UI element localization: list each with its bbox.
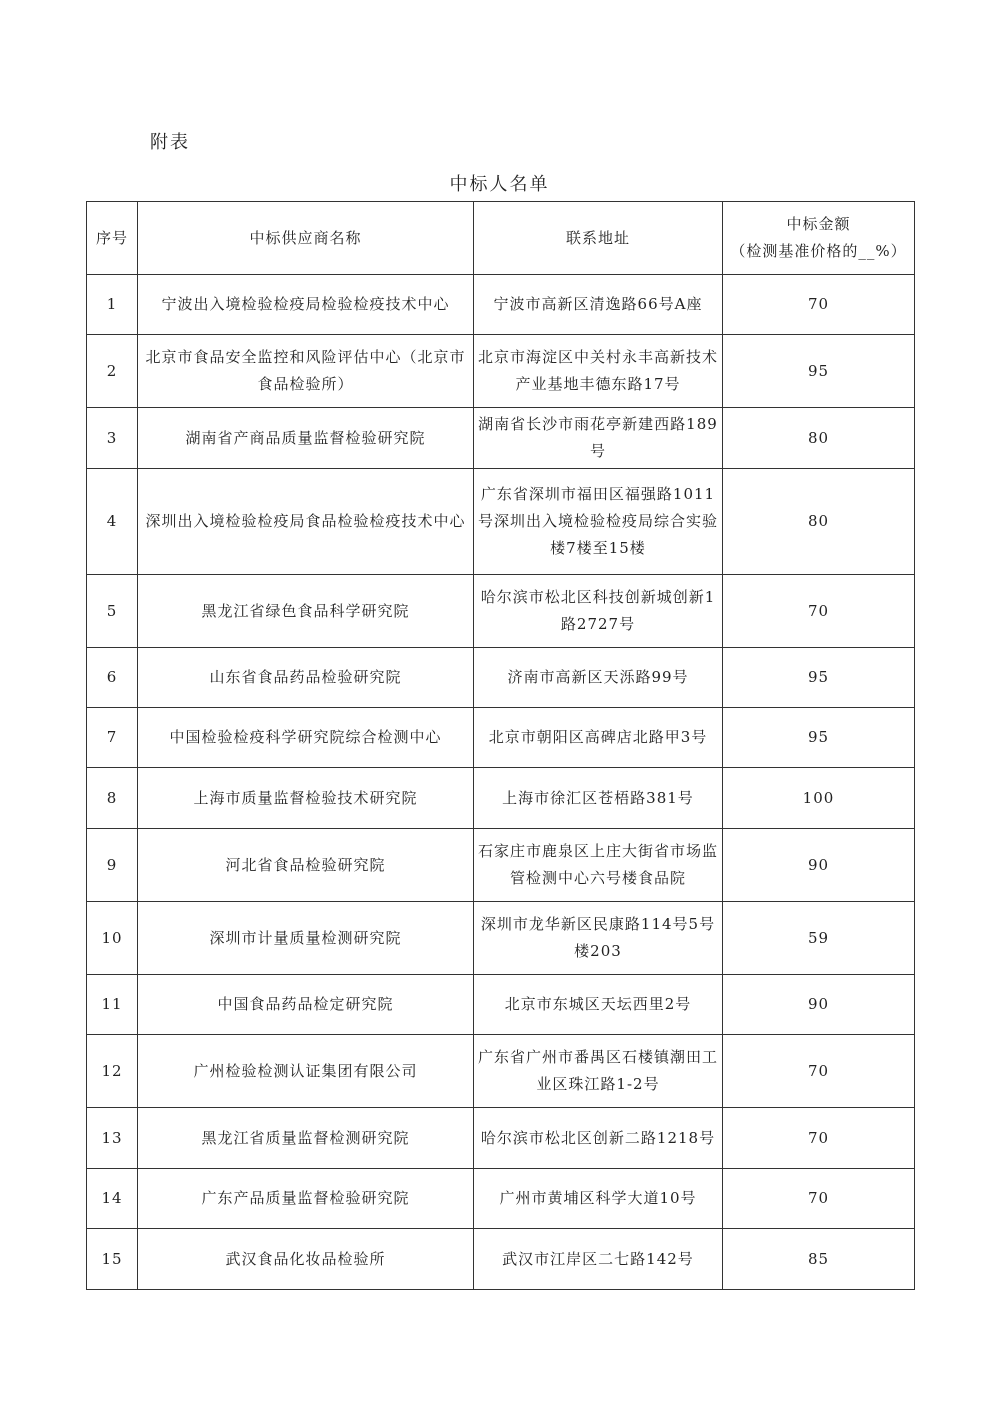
row-amount: 70 <box>723 275 915 335</box>
row-address: 济南市高新区天泺路99号 <box>474 648 723 708</box>
header-index: 序号 <box>87 202 138 275</box>
row-address: 哈尔滨市松北区创新二路1218号 <box>474 1108 723 1169</box>
row-amount: 90 <box>723 829 915 902</box>
row-supplier: 武汉食品化妆品检验所 <box>138 1229 474 1290</box>
row-index: 12 <box>87 1035 138 1108</box>
attachment-label: 附表 <box>150 132 190 153</box>
row-supplier: 北京市食品安全监控和风险评估中心（北京市食品检验所） <box>138 335 474 408</box>
row-supplier: 山东省食品药品检验研究院 <box>138 648 474 708</box>
row-index: 9 <box>87 829 138 902</box>
row-address: 宁波市高新区清逸路66号A座 <box>474 275 723 335</box>
row-index: 10 <box>87 902 138 975</box>
header-amount <box>723 202 915 275</box>
row-address: 武汉市江岸区二七路142号 <box>474 1229 723 1290</box>
row-index: 8 <box>87 768 138 829</box>
row-supplier: 宁波出入境检验检疫局检验检疫技术中心 <box>138 275 474 335</box>
row-address: 北京市朝阳区高碑店北路甲3号 <box>474 708 723 768</box>
row-supplier: 广东产品质量监督检验研究院 <box>138 1169 474 1229</box>
row-amount: 80 <box>723 469 915 575</box>
row-supplier: 湖南省产商品质量监督检验研究院 <box>138 408 474 469</box>
row-amount: 70 <box>723 1108 915 1169</box>
table-row <box>87 469 915 575</box>
row-amount: 59 <box>723 902 915 975</box>
row-index: 2 <box>87 335 138 408</box>
row-address: 石家庄市鹿泉区上庄大街省市场监管检测中心六号楼食品院 <box>474 829 723 902</box>
table-row <box>87 335 915 408</box>
row-supplier: 黑龙江省绿色食品科学研究院 <box>138 575 474 648</box>
row-amount: 95 <box>723 335 915 408</box>
row-supplier: 中国食品药品检定研究院 <box>138 975 474 1035</box>
table-row <box>87 575 915 648</box>
row-supplier: 河北省食品检验研究院 <box>138 829 474 902</box>
row-index: 7 <box>87 708 138 768</box>
row-index: 3 <box>87 408 138 469</box>
row-amount: 70 <box>723 1169 915 1229</box>
header-amount-sub: （检测基准价格的__%） <box>730 242 907 260</box>
row-supplier: 中国检验检疫科学研究院综合检测中心 <box>138 708 474 768</box>
row-address: 上海市徐汇区苍梧路381号 <box>474 768 723 829</box>
row-address: 广东省广州市番禺区石楼镇潮田工业区珠江路1-2号 <box>474 1035 723 1108</box>
header-supplier: 中标供应商名称 <box>138 202 474 275</box>
row-index: 4 <box>87 469 138 575</box>
table-header-row <box>87 202 915 275</box>
header-amount-main: 中标金额 <box>786 215 851 233</box>
row-index: 14 <box>87 1169 138 1229</box>
table-row <box>87 708 915 768</box>
row-amount: 80 <box>723 408 915 469</box>
row-amount: 90 <box>723 975 915 1035</box>
table-row <box>87 829 915 902</box>
row-index: 15 <box>87 1229 138 1290</box>
row-index: 1 <box>87 275 138 335</box>
table-row <box>87 902 915 975</box>
row-supplier: 上海市质量监督检验技术研究院 <box>138 768 474 829</box>
row-index: 11 <box>87 975 138 1035</box>
row-index: 5 <box>87 575 138 648</box>
table-row <box>87 1229 915 1290</box>
winners-table <box>86 201 915 1290</box>
table-row <box>87 1108 915 1169</box>
row-index: 6 <box>87 648 138 708</box>
row-supplier: 深圳出入境检验检疫局食品检验检疫技术中心 <box>138 469 474 575</box>
row-amount: 70 <box>723 1035 915 1108</box>
row-supplier: 黑龙江省质量监督检测研究院 <box>138 1108 474 1169</box>
row-amount: 100 <box>723 768 915 829</box>
table-row <box>87 1169 915 1229</box>
table-row <box>87 975 915 1035</box>
row-address: 广州市黄埔区科学大道10号 <box>474 1169 723 1229</box>
row-address: 北京市海淀区中关村永丰高新技术产业基地丰德东路17号 <box>474 335 723 408</box>
row-address: 湖南省长沙市雨花亭新建西路189号 <box>474 408 723 469</box>
table-row <box>87 1035 915 1108</box>
row-amount: 70 <box>723 575 915 648</box>
table-row <box>87 648 915 708</box>
row-amount: 95 <box>723 648 915 708</box>
table-row <box>87 408 915 469</box>
row-address: 哈尔滨市松北区科技创新城创新1路2727号 <box>474 575 723 648</box>
row-address: 北京市东城区天坛西里2号 <box>474 975 723 1035</box>
header-address: 联系地址 <box>474 202 723 275</box>
table-row <box>87 768 915 829</box>
row-amount: 85 <box>723 1229 915 1290</box>
row-amount: 95 <box>723 708 915 768</box>
row-index: 13 <box>87 1108 138 1169</box>
row-supplier: 广州检验检测认证集团有限公司 <box>138 1035 474 1108</box>
row-supplier: 深圳市计量质量检测研究院 <box>138 902 474 975</box>
table-row <box>87 275 915 335</box>
row-address: 广东省深圳市福田区福强路1011号深圳出入境检验检疫局综合实验楼7楼至15楼 <box>474 469 723 575</box>
row-address: 深圳市龙华新区民康路114号5号楼203 <box>474 902 723 975</box>
document-title: 中标人名单 <box>449 174 550 195</box>
